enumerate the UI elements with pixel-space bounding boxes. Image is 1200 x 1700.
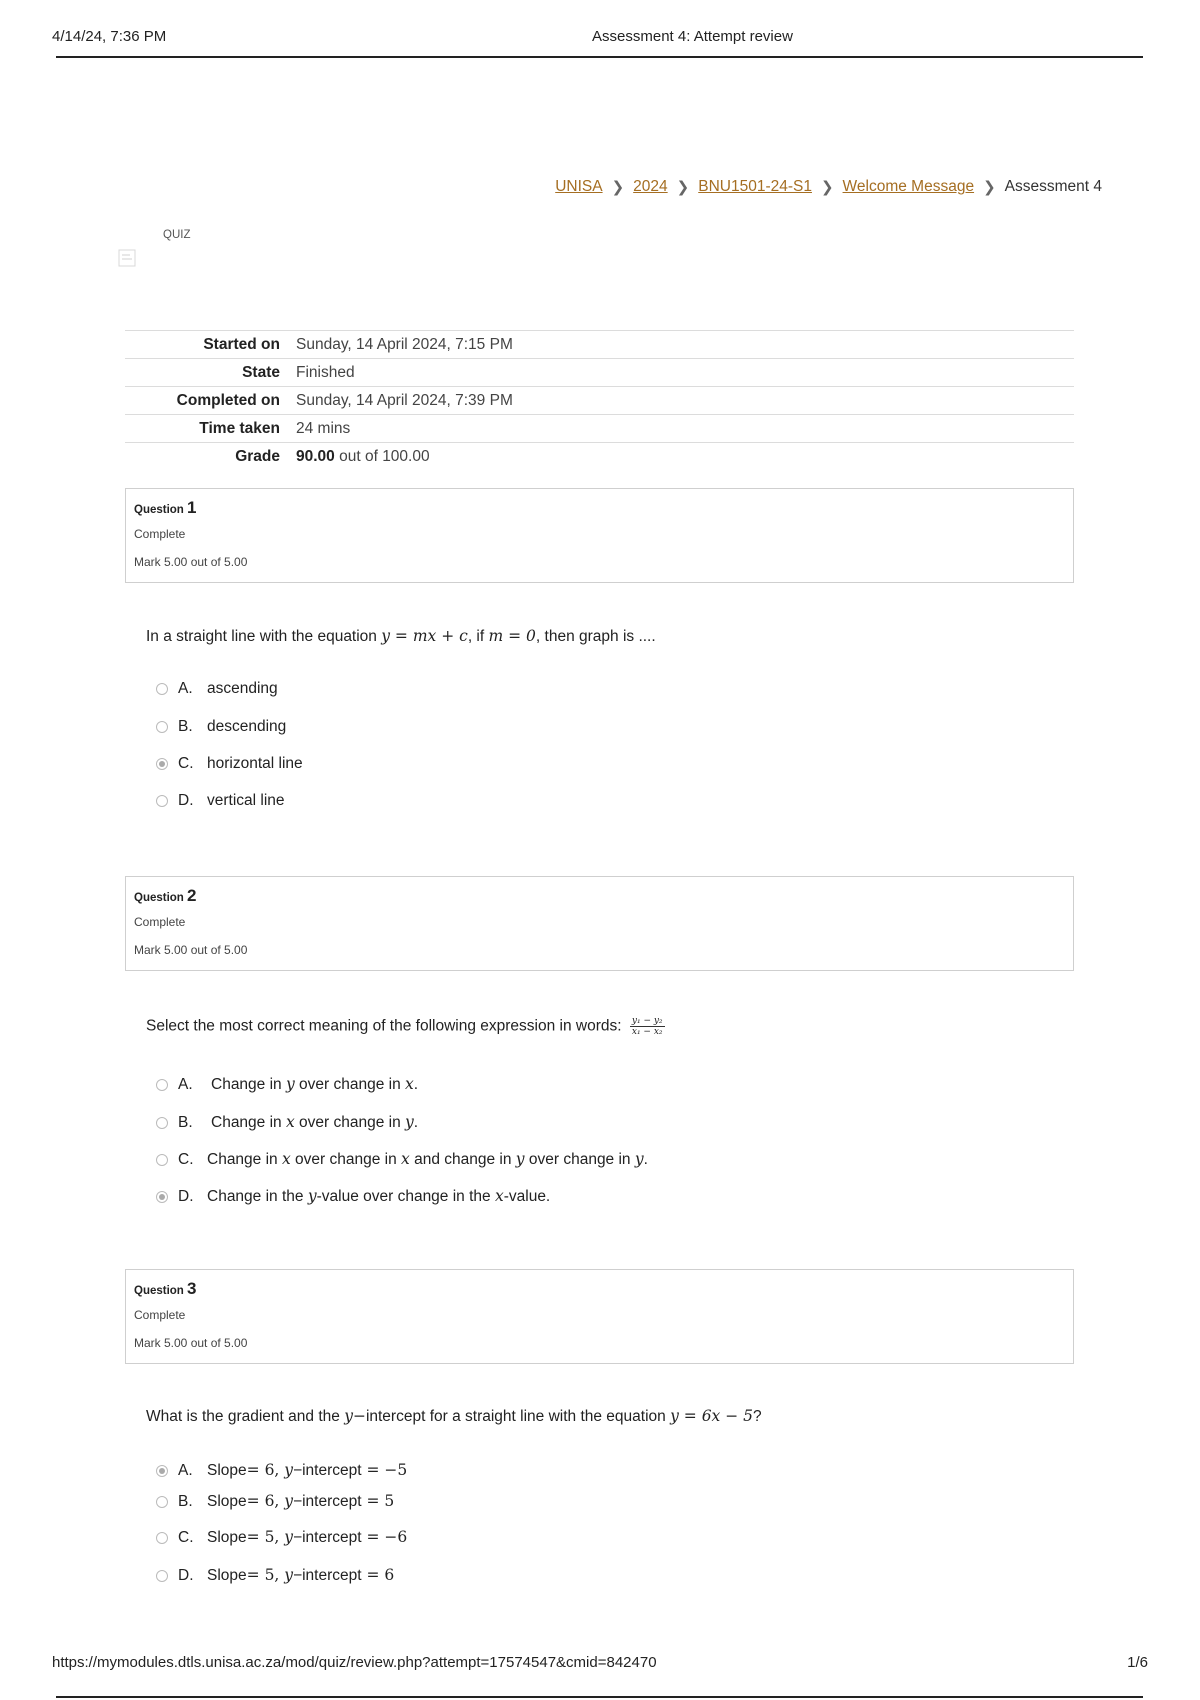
breadcrumb-link-year[interactable]: 2024 xyxy=(633,178,668,195)
option-letter: C. xyxy=(178,755,194,772)
grade-score: 90.00 xyxy=(296,447,335,465)
option-text: Slope= 5, y−intercept = 6 xyxy=(207,1566,395,1584)
radio-button[interactable] xyxy=(156,1117,168,1129)
summary-row-state xyxy=(125,359,1074,387)
question-status: Complete xyxy=(134,527,186,541)
radio-button[interactable] xyxy=(156,1532,168,1544)
math-expression: y = 6x − 5 xyxy=(670,1407,753,1425)
answer-option[interactable] xyxy=(156,1150,648,1169)
radio-button[interactable] xyxy=(156,683,168,695)
option-letter: A. xyxy=(178,1075,193,1093)
activity-type-label: QUIZ xyxy=(163,229,191,241)
question-number: 1 xyxy=(187,498,197,517)
grade-total: out of 100.00 xyxy=(334,447,430,465)
radio-button-checked[interactable] xyxy=(156,1465,168,1477)
radio-button[interactable] xyxy=(156,1570,168,1582)
question-mark: Mark 5.00 out of 5.00 xyxy=(134,1336,248,1350)
radio-button[interactable] xyxy=(156,1079,168,1091)
option-text: vertical line xyxy=(207,792,285,809)
question-title xyxy=(134,498,197,518)
question-mark: Mark 5.00 out of 5.00 xyxy=(134,943,248,957)
radio-button[interactable] xyxy=(156,1154,168,1166)
question-title xyxy=(134,1279,197,1299)
option-letter: D. xyxy=(178,1566,194,1584)
breadcrumb-link-welcome[interactable]: Welcome Message xyxy=(842,178,975,195)
radio-button[interactable] xyxy=(156,1496,168,1508)
option-letter: C. xyxy=(178,1528,194,1546)
question-text-part: ? xyxy=(753,1408,762,1425)
option-letter: A. xyxy=(178,1461,193,1479)
print-page-title: Assessment 4: Attempt review xyxy=(592,28,793,45)
question-status: Complete xyxy=(134,915,186,929)
summary-row-grade xyxy=(125,443,1074,471)
answer-option[interactable] xyxy=(156,1566,394,1585)
option-letter: B. xyxy=(178,718,193,735)
summary-value: 24 mins xyxy=(296,415,1074,443)
question-text-3 xyxy=(146,1407,762,1426)
question-title xyxy=(134,886,197,906)
question-text-part: , if xyxy=(467,628,485,645)
math-expression: y = mx + c xyxy=(381,627,468,645)
question-text-part: intercept for a straight line with the equation xyxy=(365,1408,666,1425)
footer-rule xyxy=(56,1696,1143,1698)
answer-option-selected[interactable] xyxy=(156,1461,407,1480)
question-label: Question xyxy=(134,1285,184,1297)
question-info-3 xyxy=(125,1269,1074,1364)
breadcrumb xyxy=(555,178,1102,196)
breadcrumb-link-course[interactable]: BNU1501-24-S1 xyxy=(698,178,812,195)
print-datetime: 4/14/24, 7:36 PM xyxy=(52,28,167,45)
radio-button-checked[interactable] xyxy=(156,1191,168,1203)
question-label: Question xyxy=(134,892,184,904)
fraction-expression xyxy=(630,1016,665,1037)
option-text: ascending xyxy=(207,680,278,697)
summary-key: Grade xyxy=(125,443,296,471)
summary-row-completed xyxy=(125,387,1074,415)
question-label: Question xyxy=(134,504,184,516)
chevron-right-icon: ❯ xyxy=(820,179,834,196)
question-mark: Mark 5.00 out of 5.00 xyxy=(134,555,248,569)
answer-option[interactable] xyxy=(156,718,286,736)
answer-option[interactable] xyxy=(156,680,278,698)
math-expression: m = 0 xyxy=(488,627,536,645)
question-text-part: In a straight line with the equation xyxy=(146,628,377,645)
summary-value: Finished xyxy=(296,359,1074,387)
chevron-right-icon: ❯ xyxy=(983,179,996,196)
summary-value xyxy=(296,443,1074,471)
fraction-denominator: x₁ − x₂ xyxy=(631,1027,663,1037)
summary-key: State xyxy=(125,359,296,387)
summary-key: Time taken xyxy=(125,415,296,443)
radio-button-checked[interactable] xyxy=(156,758,168,770)
option-letter: D. xyxy=(178,792,194,809)
answer-option-selected[interactable] xyxy=(156,1187,550,1206)
answer-option[interactable] xyxy=(156,792,285,810)
option-text: horizontal line xyxy=(207,755,303,772)
option-letter: A. xyxy=(178,680,193,697)
question-text-2 xyxy=(146,1016,665,1037)
summary-row-time xyxy=(125,415,1074,443)
question-text-part: What is the gradient and the xyxy=(146,1408,340,1425)
answer-option[interactable] xyxy=(156,1528,407,1547)
option-letter: B. xyxy=(178,1492,193,1510)
header-rule xyxy=(56,56,1143,58)
option-letter: D. xyxy=(178,1187,194,1205)
question-number: 3 xyxy=(187,1279,197,1298)
question-text-part: , then graph is .... xyxy=(535,628,656,645)
question-text-part: Select the most correct meaning of the following expression in words: xyxy=(146,1017,622,1035)
breadcrumb-current: Assessment 4 xyxy=(1004,178,1102,195)
question-text-1 xyxy=(146,627,656,646)
radio-button[interactable] xyxy=(156,795,168,807)
summary-key: Completed on xyxy=(125,387,296,415)
option-text: Change in the y-value over change in the x-value. xyxy=(207,1187,551,1205)
chevron-right-icon: ❯ xyxy=(676,179,690,196)
summary-value: Sunday, 14 April 2024, 7:15 PM xyxy=(296,331,1074,359)
question-info-2 xyxy=(125,876,1074,971)
question-info-1 xyxy=(125,488,1074,583)
quiz-icon xyxy=(118,249,136,267)
option-text: Change in y over change in x. xyxy=(211,1075,419,1093)
option-letter: C. xyxy=(178,1150,194,1168)
print-url: https://mymodules.dtls.unisa.ac.za/mod/quiz/review.php?attempt=17574547&cmid=842470 xyxy=(52,1654,657,1671)
summary-row-started xyxy=(125,331,1074,359)
option-text: descending xyxy=(207,718,287,735)
chevron-right-icon: ❯ xyxy=(611,179,625,196)
fraction-numerator: y₁ − y₂ xyxy=(631,1016,663,1026)
summary-value: Sunday, 14 April 2024, 7:39 PM xyxy=(296,387,1074,415)
attempt-summary-table xyxy=(125,330,1074,470)
breadcrumb-link-unisa[interactable]: UNISA xyxy=(555,178,603,195)
option-text: Change in x over change in x and change in y over change in y. xyxy=(207,1150,648,1168)
question-status: Complete xyxy=(134,1308,186,1322)
option-text: Slope= 5, y−intercept = −6 xyxy=(207,1528,408,1546)
question-number: 2 xyxy=(187,886,197,905)
radio-button[interactable] xyxy=(156,721,168,733)
answer-option[interactable] xyxy=(156,1113,418,1132)
option-text: Change in x over change in y. xyxy=(211,1113,419,1131)
answer-option-selected[interactable] xyxy=(156,755,303,773)
option-letter: B. xyxy=(178,1113,193,1131)
answer-option[interactable] xyxy=(156,1075,418,1094)
print-page-number: 1/6 xyxy=(1127,1654,1148,1671)
answer-option[interactable] xyxy=(156,1492,394,1511)
summary-key: Started on xyxy=(125,331,296,359)
math-expression: y− xyxy=(344,1407,366,1425)
option-text: Slope= 6, y−intercept = −5 xyxy=(207,1461,408,1479)
option-text: Slope= 6, y−intercept = 5 xyxy=(207,1492,395,1510)
